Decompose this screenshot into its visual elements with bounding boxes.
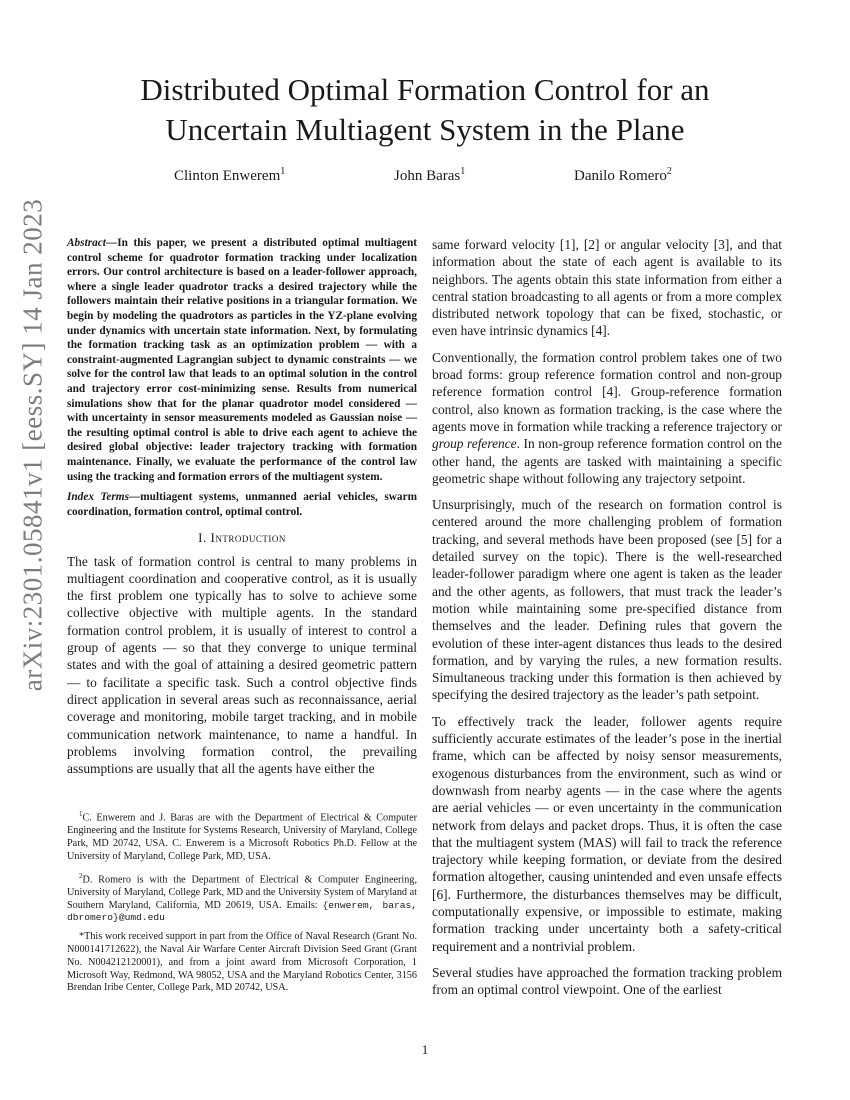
footnote-affiliation-2 xyxy=(67,870,417,926)
author-list xyxy=(0,166,850,190)
footnote-affiliation-1 xyxy=(67,808,417,864)
intro-paragraph-5 xyxy=(432,713,782,955)
paragraph-text: . In non-group reference formation control on the other hand, the agents are tasked with maintaining a specific geometric shape without following any trajectory setpoint. xyxy=(432,436,782,486)
author-3 xyxy=(574,166,672,185)
footnote-funding xyxy=(67,931,417,995)
author-affiliation-mark: 1 xyxy=(460,166,466,177)
section-title: Introduction xyxy=(210,530,286,546)
paragraph-text: Conventionally, the formation control problem takes one of two broad forms: group reference formation control and non-group reference formation control [4]. Group-reference formation control, also known as formation tracking, is the case where the agents move in formation while tracking a reference trajectory or xyxy=(432,349,782,434)
author-affiliation-mark: 1 xyxy=(280,166,286,177)
intro-paragraph-3 xyxy=(432,349,782,487)
paragraph-text: To effectively track the leader, follower agents require sufficiently accurate estimates of the leader’s pose in the inertial frame, which can be affected by noisy sensor measurements, exogenous disturbances from the environment, such as wind or downwash from nearby agents — in the case where the agents are aerial vehicles — or even uncertainty in the communication network from delays and packet drops. Thus, it is often the case that the multiagent system (MAS) will fail to track the reference trajectory while keeping formation, or deviate from the desired formation altogether, causing unintended and even unsafe effects [6]. Furthermore, the disturbances themselves may be difficult, computationally expensive, or impossible to estimate, making formation tracking under uncertainty both a safety-critical requirement and a nontrivial problem. xyxy=(432,713,782,954)
intro-paragraph-1: The task of formation control is central to many problems in multiagent coordination and cooperative control, as it is usually the first problem one typically has to solve to achieve some collective objective with multiple agents. In the standard formation control problem, it is usually of interest to control a group of agents — so that they converge to unique terminal states and with the goal of attaining a desired geometric pattern — to facilitate a specific task. Such a control objective finds direct application in several areas such as reconnaissance, aerial coverage and monitoring, mobile target tracking, and in mobile communication network maintenance, to name a handful. In problems involving formation control, the prevailing assumptions are usually that all the agents have either the xyxy=(67,553,417,777)
section-heading-introduction xyxy=(67,529,417,546)
page-number: 1 xyxy=(421,1042,429,1057)
author-name: John Baras xyxy=(394,168,461,184)
footnote-text: *This work received support in part from the Office of Naval Research (Grant No. N000141712622), the Naval Air Warfare Center Aircraft Division Seed Grant (Grant No. N004212120001), and from a joint award from Microsoft Corporation, 1 Microsoft Way, Redmond, WA 98052, USA and the Maryland Robotics Center, 3156 Brendan Iribe Center, College Park, MD 20742, USA. xyxy=(67,931,417,994)
footnote-mark: 1 xyxy=(79,810,83,818)
author-name: Clinton Enwerem xyxy=(174,168,281,184)
footnote-text: D. Romero is with the Department of Electrical & Computer Engineering, University of Maryland, College Park, MD and the University System of Maryland at Southern Maryland, California, MD 20619, USA. Emails: xyxy=(67,873,417,911)
title-line-2: Uncertain Multiagent System in the Plane xyxy=(165,112,685,147)
left-column xyxy=(67,236,417,786)
paragraph-text: Unsurprisingly, much of the research on formation control is centered around the more challenging problem of formation tracking, and several methods have been proposed (see [5] for a detailed survey on the topic). There is the well-researched leader-follower paradigm where one agent is taken as the leader and the other agents, as followers, that must track the leader’s motion while maintaining some pre-specified distance from themselves and the leader. Defining rules that govern the evolution of these inter-agent distances thus leads to the desired formation, and by varying the rules, a new formation results. Simultaneous tracking under this formation is then achieved by specifying the desired trajectory as the leader’s path setpoint. xyxy=(432,497,782,703)
author-affiliation-mark: 2 xyxy=(666,166,672,177)
index-terms-label: Index Terms xyxy=(67,491,129,504)
arxiv-side-stamp xyxy=(0,0,60,1100)
paragraph-text: same forward velocity [1], [2] or angular velocity [3], and that information about the state of each agent is available to its neighbors. The agents obtain this state information from either a central station broadcasting to all agents or from a more complex distributed network topology that can be fixed, stochastic, or even have intrinsic dynamics [4]. xyxy=(432,237,782,339)
abstract-text: —In this paper, we present a distributed optimal multiagent control scheme for quadrotor formation tracking under localization errors. Our control architecture is based on a leader-follower approach, where a single leader quadrotor tracks a desired trajectory while the followers maintain their relative positions in a triangular formation. We begin by modeling the quadrotors as particles in the YZ-plane evolving under dynamics with uncertain state information. Next, by formulating the formation tracking task as an optimization problem — with a constraint-augmented Lagrangian subject to dynamic constraints — we solve for the control law that leads to an optimal solution in the control and trajectory error cost-minimizing sense. Results from numerical simulations show that for the planar quadrotor model considered — with uncertainty in sensor measurements modeled as Gaussian noise — the resulting optimal control is able to drive each agent to achieve the desired global objective: leader trajectory tracking with formation maintenance. Finally, we evaluate the performance of the control law using the tracking and formation errors of the multiagent system. xyxy=(67,237,417,483)
title-line-1: Distributed Optimal Formation Control for an xyxy=(140,72,710,107)
footnotes xyxy=(67,808,417,1001)
footnote-text: C. Enwerem and J. Baras are with the Department of Electrical & Computer Engineering and the Institute for Systems Research, University of Maryland, College Park, MD 20742, USA. C. Enwerem is a Microsoft Robotics Ph.D. Fellow at the University of Maryland, College Park, MD, USA. xyxy=(67,812,417,862)
footnote-emails: {enwerem, baras, dbromero}@umd.edu xyxy=(67,899,418,924)
author-2 xyxy=(394,166,465,185)
abstract xyxy=(67,236,417,484)
section-number: I. xyxy=(198,530,211,546)
author-name: Danilo Romero xyxy=(574,168,667,184)
abstract-label: Abstract xyxy=(67,237,106,249)
intro-paragraph-6 xyxy=(432,964,782,999)
author-1 xyxy=(174,166,285,185)
arxiv-identifier: arXiv:2301.05841v1 [eess.SY] 14 Jan 2023 xyxy=(17,198,48,692)
paragraph-text: Several studies have approached the formation tracking problem from an optimal control viewpoint. One of the earliest xyxy=(432,964,782,998)
index-terms-text: —multiagent systems, unmanned aerial vehicles, swarm coordination, formation control, optimal control. xyxy=(67,491,417,518)
paper-title xyxy=(60,70,790,150)
intro-paragraph-4 xyxy=(432,496,782,704)
index-terms xyxy=(67,490,417,519)
right-column xyxy=(432,236,782,1007)
emphasized-term: group reference xyxy=(432,436,517,452)
footnote-mark: 2 xyxy=(79,871,83,880)
intro-paragraph-2 xyxy=(432,236,782,340)
